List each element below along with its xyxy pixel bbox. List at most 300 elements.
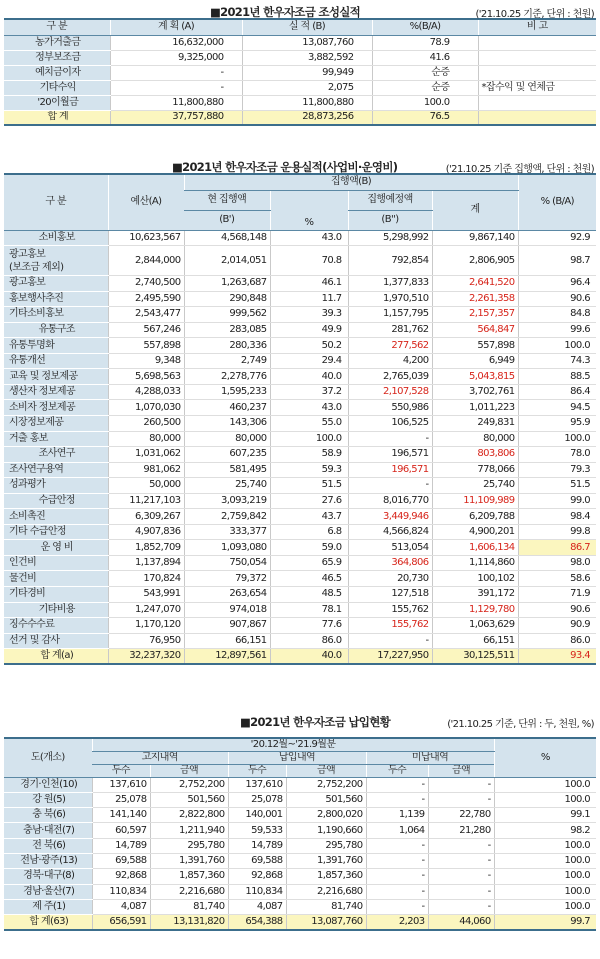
group-row [4,493,596,509]
paid-heads-cell: 654,388 [228,915,286,930]
current-executed-cell: 2,749 [184,353,270,369]
remarks-cell [478,95,596,110]
exec-ratio-cell: 94.5 [518,400,596,416]
category-cell: '20이월금 [4,95,110,110]
current-executed-cell: 607,235 [184,447,270,463]
exec-ratio-cell: 100.0 [518,338,596,354]
category-cell: 수급안정 [4,493,108,509]
region-cell: 전남·광주(13) [4,853,92,868]
table-row [4,586,596,602]
unpaid-amount-cell: - [428,777,494,792]
category-cell: 기타경비 [4,586,108,602]
exec-ratio-cell: 86.0 [518,633,596,649]
exec-ratio-cell: 90.6 [518,602,596,618]
category-cell: 광고홍보 (보조금 제외) [4,246,108,276]
unpaid-heads-cell: - [366,899,428,914]
exec-ratio-cell: 71.9 [518,586,596,602]
col-header-sum: 계 [432,190,518,230]
budget-cell: 32,237,320 [108,649,184,665]
planned-cell: 364,806 [348,555,432,571]
plan-cell: 9,325,000 [110,50,242,65]
unpaid-amount-cell: - [428,884,494,899]
category-cell: 교육 및 정보제공 [4,369,108,385]
table-row [4,792,596,807]
current-executed-cell: 79,372 [184,571,270,587]
sum-cell: 30,125,511 [432,649,518,665]
exec-ratio-cell: 51.5 [518,478,596,494]
planned-cell: 1,377,833 [348,276,432,292]
payment-status-section [4,714,596,931]
exec-ratio-cell: 79.3 [518,462,596,478]
budget-cell: 1,137,894 [108,555,184,571]
current-executed-cell: 1,093,080 [184,540,270,556]
current-ratio-cell: 77.6 [270,618,348,634]
sum-cell: 66,151 [432,633,518,649]
actual-cell: 2,075 [242,80,372,95]
payment-status-titlebar [4,714,596,728]
current-ratio-cell: 100.0 [270,431,348,447]
planned-cell: 4,200 [348,353,432,369]
remarks-cell [478,110,596,125]
plan-cell: - [110,80,242,95]
table-row [4,307,596,323]
sum-cell: 11,109,989 [432,493,518,509]
budget-cell: 4,288,033 [108,384,184,400]
payment-status-table [4,737,596,931]
plan-cell: 37,757,880 [110,110,242,125]
payment-ratio-cell: 100.0 [494,884,596,899]
sum-cell: 557,898 [432,338,518,354]
current-executed-cell: 280,336 [184,338,270,354]
category-cell: 물건비 [4,571,108,587]
table-row [4,808,596,823]
notice-heads-cell: 110,834 [92,884,150,899]
paid-amount-cell: 2,752,200 [286,777,366,792]
budget-cell: 543,991 [108,586,184,602]
unpaid-heads-cell: - [366,884,428,899]
exec-ratio-cell: 100.0 [518,431,596,447]
current-ratio-cell: 11.7 [270,291,348,307]
exec-ratio-cell: 86.7 [518,540,596,556]
table-row [4,384,596,400]
table-row [4,246,596,276]
fund-raising-title: ■2021년 한우자조금 조성실적 [210,5,361,19]
col-header-unpaid: 미납내역 [366,751,494,764]
current-ratio-cell: 46.1 [270,276,348,292]
exec-ratio-cell: 84.8 [518,307,596,323]
budget-cell: 557,898 [108,338,184,354]
table-row [4,338,596,354]
fund-operation-section [4,159,596,665]
category-cell: 기타 수급안정 [4,524,108,540]
budget-cell: 1,070,030 [108,400,184,416]
table-row [4,291,596,307]
remarks-cell: *잡수익 및 연체금 [478,80,596,95]
paid-amount-cell: 1,857,360 [286,869,366,884]
notice-heads-cell: 25,078 [92,792,150,807]
remarks-cell [478,50,596,65]
exec-ratio-cell: 96.4 [518,276,596,292]
fund-raising-table [4,18,596,126]
sum-cell: 80,000 [432,431,518,447]
col-header-region: 도(개소) [4,738,92,777]
category-cell: 합 계 [4,110,110,125]
budget-cell: 80,000 [108,431,184,447]
exec-ratio-cell: 86.4 [518,384,596,400]
current-ratio-cell: 59.3 [270,462,348,478]
planned-cell: - [348,478,432,494]
total-row [4,915,596,930]
category-cell: 선거 및 감사 [4,633,108,649]
table-row [4,777,596,792]
current-executed-cell: 80,000 [184,431,270,447]
planned-cell: - [348,431,432,447]
current-ratio-cell: 40.0 [270,649,348,665]
col-header-budget: 예산(A) [108,174,184,230]
current-ratio-cell: 51.5 [270,478,348,494]
fund-operation-title: ■2021년 한우자조금 운용실적(사업비·운영비) [172,160,398,174]
sum-cell: 564,847 [432,322,518,338]
notice-amount-cell: 2,216,680 [150,884,228,899]
sum-cell: 6,209,788 [432,509,518,525]
current-ratio-cell: 50.2 [270,338,348,354]
unpaid-heads-cell: - [366,777,428,792]
actual-cell: 3,882,592 [242,50,372,65]
paid-heads-cell: 4,087 [228,899,286,914]
ratio-cell: 순증 [372,65,478,80]
plan-cell: 16,632,000 [110,35,242,50]
payment-ratio-cell: 100.0 [494,838,596,853]
sum-cell: 1,011,223 [432,400,518,416]
region-cell: 합 계(63) [4,915,92,930]
planned-cell: 17,227,950 [348,649,432,665]
paid-heads-cell: 59,533 [228,823,286,838]
paid-heads-cell: 110,834 [228,884,286,899]
actual-cell: 28,873,256 [242,110,372,125]
current-executed-cell: 143,306 [184,415,270,431]
category-cell: 소비촉진 [4,509,108,525]
exec-ratio-cell: 78.0 [518,447,596,463]
fund-operation-table [4,173,596,665]
current-ratio-cell: 27.6 [270,493,348,509]
exec-ratio-cell: 88.5 [518,369,596,385]
category-cell: 징수수수료 [4,618,108,634]
planned-cell: 3,449,946 [348,509,432,525]
col-header-remarks: 비 고 [478,19,596,35]
budget-cell: 1,031,062 [108,447,184,463]
col-header-actual: 실 적 (B) [242,19,372,35]
table-row [4,80,596,95]
exec-ratio-cell: 98.7 [518,246,596,276]
current-ratio-cell: 49.9 [270,322,348,338]
unpaid-amount-cell: - [428,869,494,884]
current-ratio-cell: 6.8 [270,524,348,540]
notice-amount-cell: 1,391,760 [150,853,228,868]
planned-cell: 2,765,039 [348,369,432,385]
sum-cell: 3,702,761 [432,384,518,400]
budget-cell: 1,247,070 [108,602,184,618]
paid-amount-cell: 13,087,760 [286,915,366,930]
col-header-plan: 계 획 (A) [110,19,242,35]
planned-cell: - [348,633,432,649]
notice-heads-cell: 60,597 [92,823,150,838]
current-executed-cell: 290,848 [184,291,270,307]
col-header-planned-sub: (B'') [348,210,432,230]
exec-ratio-cell: 99.0 [518,493,596,509]
current-ratio-cell: 29.4 [270,353,348,369]
sum-cell: 803,806 [432,447,518,463]
category-cell: 소비홍보 [4,230,108,246]
unpaid-amount-cell: - [428,792,494,807]
paid-amount-cell: 81,740 [286,899,366,914]
planned-cell: 792,854 [348,246,432,276]
notice-amount-cell: 2,822,800 [150,808,228,823]
paid-heads-cell: 25,078 [228,792,286,807]
planned-cell: 550,986 [348,400,432,416]
sum-cell: 249,831 [432,415,518,431]
actual-cell: 99,949 [242,65,372,80]
budget-cell: 76,950 [108,633,184,649]
payment-status-title: ■2021년 한우자조금 납입현황 [240,715,391,729]
sum-cell: 1,114,860 [432,555,518,571]
current-ratio-cell: 39.3 [270,307,348,323]
notice-amount-cell: 1,857,360 [150,869,228,884]
current-executed-cell: 25,740 [184,478,270,494]
current-executed-cell: 460,237 [184,400,270,416]
plan-cell: 11,800,880 [110,95,242,110]
payment-status-note: ('21.10.25 기준, 단위 : 두, 천원, %) [447,719,594,730]
plan-cell: - [110,65,242,80]
current-ratio-cell: 59.0 [270,540,348,556]
current-executed-cell: 1,263,687 [184,276,270,292]
exec-ratio-cell: 93.4 [518,649,596,665]
group-row [4,230,596,246]
budget-cell: 10,623,567 [108,230,184,246]
current-executed-cell: 750,054 [184,555,270,571]
paid-amount-cell: 501,560 [286,792,366,807]
col-header-period: '20.12월~'21.9월분 [92,738,494,751]
region-cell: 제 주(1) [4,899,92,914]
budget-cell: 981,062 [108,462,184,478]
col-header-executed: 집행액(B) [184,174,518,190]
planned-cell: 4,566,824 [348,524,432,540]
current-executed-cell: 2,759,842 [184,509,270,525]
unpaid-heads-cell: - [366,838,428,853]
unpaid-amount-cell: - [428,899,494,914]
category-cell: 운 영 비 [4,540,108,556]
notice-amount-cell: 81,740 [150,899,228,914]
sum-cell: 2,261,358 [432,291,518,307]
ratio-cell: 76.5 [372,110,478,125]
paid-heads-cell: 14,789 [228,838,286,853]
remarks-cell [478,65,596,80]
current-executed-cell: 283,085 [184,322,270,338]
col-header-notice-amount: 금액 [150,764,228,777]
table-row [4,555,596,571]
table-row [4,431,596,447]
fund-raising-section [4,4,596,126]
region-cell: 충남·대전(7) [4,823,92,838]
table-row [4,524,596,540]
table-row [4,899,596,914]
table-row [4,35,596,50]
notice-amount-cell: 13,131,820 [150,915,228,930]
planned-cell: 196,571 [348,447,432,463]
budget-cell: 4,907,836 [108,524,184,540]
table-row [4,884,596,899]
current-ratio-cell: 86.0 [270,633,348,649]
budget-cell: 2,543,477 [108,307,184,323]
category-cell: 인건비 [4,555,108,571]
category-cell: 성과평가 [4,478,108,494]
ratio-cell: 100.0 [372,95,478,110]
planned-cell: 20,730 [348,571,432,587]
planned-cell: 155,762 [348,618,432,634]
exec-ratio-cell: 99.8 [518,524,596,540]
payment-ratio-cell: 100.0 [494,853,596,868]
unpaid-amount-cell: 22,780 [428,808,494,823]
payment-ratio-cell: 100.0 [494,899,596,914]
current-ratio-cell: 43.0 [270,400,348,416]
notice-heads-cell: 656,591 [92,915,150,930]
col-header-category: 구 분 [4,174,108,230]
sum-cell: 1,606,134 [432,540,518,556]
category-cell: 시장정보제공 [4,415,108,431]
sum-cell: 5,043,815 [432,369,518,385]
paid-heads-cell: 69,588 [228,853,286,868]
budget-cell: 170,824 [108,571,184,587]
current-ratio-cell: 78.1 [270,602,348,618]
region-cell: 전 북(6) [4,838,92,853]
planned-cell: 5,298,992 [348,230,432,246]
col-header-notice-heads: 두수 [92,764,150,777]
category-cell: 정부보조금 [4,50,110,65]
table-row [4,415,596,431]
budget-cell: 11,217,103 [108,493,184,509]
current-ratio-cell: 58.9 [270,447,348,463]
notice-amount-cell: 1,211,940 [150,823,228,838]
col-header-current-executed: 현 집행액 [184,190,270,210]
total-row [4,110,596,125]
notice-amount-cell: 501,560 [150,792,228,807]
paid-amount-cell: 2,800,020 [286,808,366,823]
table-row [4,869,596,884]
planned-cell: 281,762 [348,322,432,338]
budget-cell: 2,844,000 [108,246,184,276]
region-cell: 경기·인천(10) [4,777,92,792]
sum-cell: 4,900,201 [432,524,518,540]
table-row [4,571,596,587]
unpaid-heads-cell: - [366,853,428,868]
category-cell: 소비자 정보제공 [4,400,108,416]
table-row [4,838,596,853]
unpaid-heads-cell: 2,203 [366,915,428,930]
category-cell: 조사연구용역 [4,462,108,478]
group-row [4,369,596,385]
notice-heads-cell: 141,140 [92,808,150,823]
table-row [4,95,596,110]
current-executed-cell: 66,151 [184,633,270,649]
col-header-unpaid-heads: 두수 [366,764,428,777]
planned-cell: 196,571 [348,462,432,478]
region-cell: 경남·울산(7) [4,884,92,899]
category-cell: 기타비용 [4,602,108,618]
region-cell: 강 원(5) [4,792,92,807]
category-cell: 조사연구 [4,447,108,463]
category-cell: 유통개선 [4,353,108,369]
planned-cell: 1,157,795 [348,307,432,323]
payment-ratio-cell: 99.1 [494,808,596,823]
current-ratio-cell: 43.7 [270,509,348,525]
table-row [4,618,596,634]
sum-cell: 391,172 [432,586,518,602]
current-ratio-cell: 43.0 [270,230,348,246]
current-executed-cell: 2,014,051 [184,246,270,276]
current-executed-cell: 3,093,219 [184,493,270,509]
unpaid-heads-cell: 1,064 [366,823,428,838]
sum-cell: 1,129,780 [432,602,518,618]
unpaid-heads-cell: - [366,869,428,884]
ratio-cell: 순증 [372,80,478,95]
notice-amount-cell: 295,780 [150,838,228,853]
payment-ratio-cell: 98.2 [494,823,596,838]
table-row [4,853,596,868]
paid-amount-cell: 1,190,660 [286,823,366,838]
current-executed-cell: 907,867 [184,618,270,634]
current-ratio-cell: 55.0 [270,415,348,431]
table-row [4,65,596,80]
current-executed-cell: 581,495 [184,462,270,478]
payment-ratio-cell: 99.7 [494,915,596,930]
current-executed-cell: 4,568,148 [184,230,270,246]
total-row [4,649,596,665]
sum-cell: 6,949 [432,353,518,369]
category-cell: 유통투명화 [4,338,108,354]
current-ratio-cell: 40.0 [270,369,348,385]
budget-cell: 2,495,590 [108,291,184,307]
col-header-paid: 납입내역 [228,751,366,764]
notice-heads-cell: 69,588 [92,853,150,868]
paid-amount-cell: 295,780 [286,838,366,853]
fund-raising-titlebar [4,4,596,18]
planned-cell: 127,518 [348,586,432,602]
sum-cell: 1,063,629 [432,618,518,634]
col-header-category: 구 분 [4,19,110,35]
current-ratio-cell: 48.5 [270,586,348,602]
sum-cell: 25,740 [432,478,518,494]
actual-cell: 11,800,880 [242,95,372,110]
category-cell: 농가거출금 [4,35,110,50]
category-cell: 생산자 정보제공 [4,384,108,400]
unpaid-heads-cell: 1,139 [366,808,428,823]
budget-cell: 1,852,709 [108,540,184,556]
sum-cell: 9,867,140 [432,230,518,246]
sum-cell: 100,102 [432,571,518,587]
exec-ratio-cell: 98.4 [518,509,596,525]
paid-amount-cell: 2,216,680 [286,884,366,899]
planned-cell: 106,525 [348,415,432,431]
table-row [4,509,596,525]
sum-cell: 2,806,905 [432,246,518,276]
col-header-unpaid-amount: 금액 [428,764,494,777]
current-executed-cell: 12,897,561 [184,649,270,665]
budget-cell: 5,698,563 [108,369,184,385]
region-cell: 충 북(6) [4,808,92,823]
planned-cell: 277,562 [348,338,432,354]
payment-ratio-cell: 100.0 [494,777,596,792]
table-row [4,478,596,494]
planned-cell: 2,107,528 [348,384,432,400]
